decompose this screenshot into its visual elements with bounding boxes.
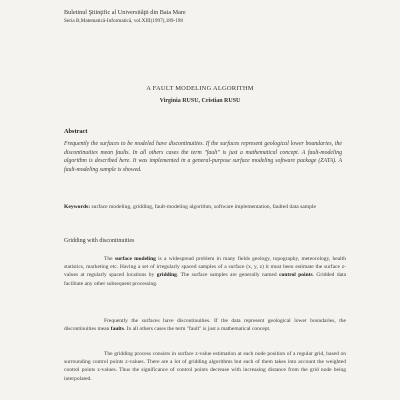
p1-term-control-points: control points xyxy=(279,272,313,279)
paragraph-1 xyxy=(64,255,346,288)
keywords-label: Keywords: xyxy=(64,204,91,210)
keywords xyxy=(64,203,344,212)
p1-term-gridding: gridding xyxy=(156,272,177,279)
p2-text-a: Frequently the surfaces have discontinuities. If the data represent geological lower boundaries, the discontinuities mean xyxy=(64,318,346,333)
p2-term-faults: faults xyxy=(110,326,124,333)
p1-text-e: . The surface samples are generally named xyxy=(176,272,280,279)
journal-name: Buletinul Ştiinţific al Universităţii din Baia Mare xyxy=(64,9,186,16)
section-heading: Gridding with discontinuities xyxy=(64,238,135,244)
paper-authors: Virginia RUSU, Cristian RUSU xyxy=(159,98,241,104)
journal-series: Seria B,Matematică-Informatică, vol.XIII(1997),189-198 xyxy=(64,18,183,24)
paper-title: A FAULT MODELING ALGORITHM xyxy=(146,85,254,92)
paragraph-2 xyxy=(64,317,346,333)
abstract-text: Frequently the surfaces to be modeled have discontinuities. If the surfaces represent geological lower boundaries, the discontinuities mean faults. In all others cases the term "fault" is just a mathematical concept. A fault-modeling algorithm is described here. It was implemented in a general-purpose surface modeling software package (ZATA). A fault-modeling sample is showed. xyxy=(64,141,342,173)
p1-text-g: . Gridded data facilitate any other subsequent processing. xyxy=(64,272,347,287)
p1-text-c: is a widespread problem in many fields geology, topography, meteorology, health statistics, marketing etc. Having a set of irregularly spaced samples of a surface (x, y, z) it must been estimate the surface z-values at regularly spaced locations by xyxy=(64,256,346,279)
p1-text-a: The xyxy=(104,256,115,262)
p2-text-c: . In all others cases the term "fault" is just a mathematical concept. xyxy=(123,326,271,333)
paragraph-3: The gridding process consists in surface z-value estimation at each node position of a regular grid, based on surrounding control points z-values. There are a lot of gridding algorithms but each of them takes into account the weighted control points z-values. Thus the significance of control points decrease with increasing distance from the grid node being interpolated. xyxy=(64,351,346,382)
keywords-text: surface modeling, gridding, fault-modeling algorithm, software implementation, faulted data sample xyxy=(90,204,316,210)
journal-header xyxy=(64,9,186,25)
p1-term-surface-modeling: surface modeling xyxy=(114,256,156,262)
abstract-heading: Abstract xyxy=(64,128,88,135)
